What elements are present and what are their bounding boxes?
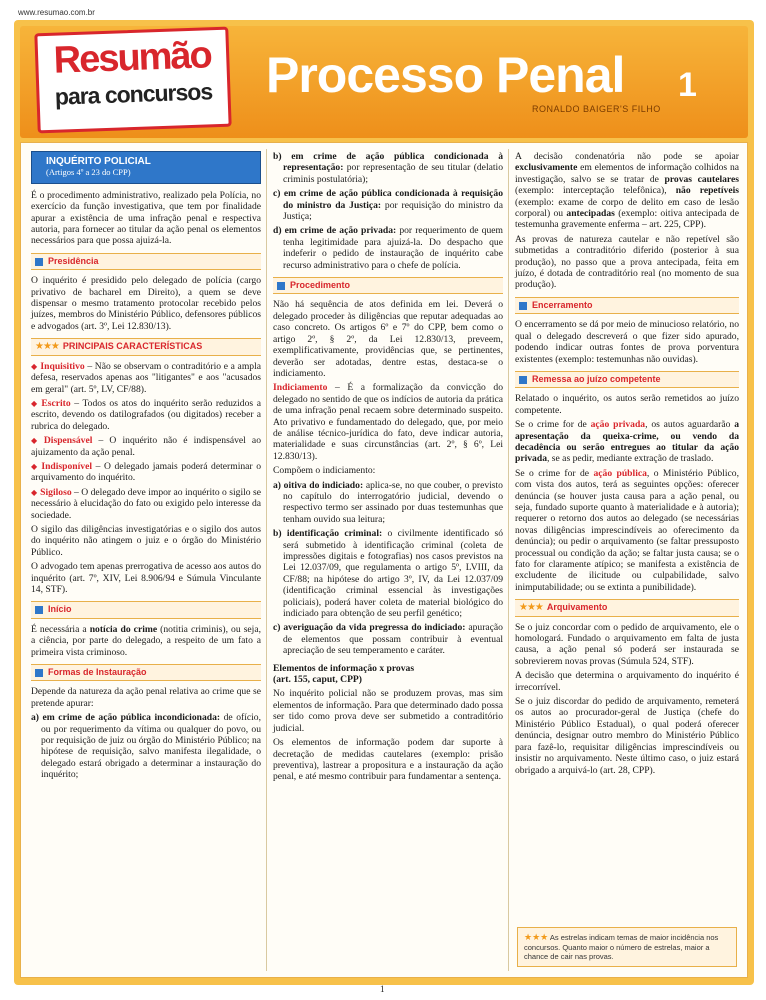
- square-icon: [35, 258, 43, 266]
- content-area: [20, 142, 748, 978]
- list-item: a) oitiva do indiciado: aplica-se, no que couber, o previsto no capítulo do interrogatório judicial, devendo o respectivo termo ser assinado por duas testemunhas que tenham ouvido sua leitura;: [273, 479, 503, 525]
- column-1: [31, 151, 261, 784]
- section-subtitle: (Artigos 4º a 23 do CPP): [46, 167, 131, 178]
- column-divider: [266, 149, 267, 971]
- subsection-title: Elementos de informação x provas: [273, 662, 415, 674]
- paragraph: É necessária a notícia do crime (notitia criminis), ou seja, a ciência, por parte do delegado, a respeito de um fato a primeira vista criminoso.: [31, 623, 262, 658]
- square-icon: [519, 376, 527, 384]
- list-item: ◆ Dispensável – O inquérito não é indispensável ao ajuizamento da ação penal.: [31, 435, 261, 458]
- legend-text: As estrelas indicam temas de maior incidência nos concursos. Quanto maior o número de estrelas, maior a chance de cair nas provas.: [524, 933, 719, 961]
- list-item: c) em crime de ação pública condicionada à requisição do ministro da Justiça: por requisição do ministro da Justiça;: [273, 188, 503, 223]
- diamond-icon: ◆: [31, 487, 38, 497]
- stars-icon: ★★★: [519, 602, 543, 614]
- paragraph: A decisão condenatória não pode se apoiar exclusivamente em elementos de informação colhidos na investigação, salvo se se tratar de provas cautelares (exemplo: interceptação telefônica), não repetíveis (exemplo: exame de corpo de delito em caso de lesão corporal) ou antecipadas (exemplo: oitiva antecipada de testemunha gravemente enferma – art. 225, CPP).: [515, 151, 740, 231]
- diamond-icon: ◆: [31, 361, 38, 371]
- section-title: Presidência: [48, 255, 99, 266]
- list-item: c) averiguação da vida pregressa do indiciado: apuração de elementos que possam contribuir à eventual apreciação de seu temperamento e caráter.: [273, 622, 503, 657]
- logo-bottom-text: para concursos: [54, 78, 213, 110]
- list-item: ◆ Sigiloso – O delegado deve impor ao inquérito o sigilo se necessário à elucidação do fato ou exigido pelo interesse da sociedade.: [31, 486, 261, 521]
- list-item: a) em crime de ação pública incondicionada: de ofício, ou por requerimento da vítima ou qualquer do povo, ou por requisição de juiz ou órgão do Ministério Público; na hipótese de requisição, salvo manifesta ilegalidade, o delegado estará obrigado a determinar a instauração do inquérito;: [31, 712, 261, 781]
- paragraph: O advogado tem apenas prerrogativa de acesso aos autos do inquérito (art. 7º, XIV, Lei 8.906/94 e Súmula Vinculante 14, STF).: [31, 561, 261, 595]
- section-header-encerramento: [515, 297, 739, 314]
- section-title: Remessa ao juízo competente: [532, 373, 661, 384]
- paragraph: Se o crime for de ação pública, o Ministério Público, com vista dos autos, terá as seguintes opções: oferecer denúncia (se houver justa causa para a ação penal, ou seja, fundado suporte quanto à materialidade e à autoria); requerer o retorno dos autos ao delegado (se necessárias novas diligências imprescindíveis ao oferecimento da denúncia); ou pedir o arquivamento (se faltar pressuposto processual ou condição da ação; se faltar justa causa; se o fato for claramente atípico; se manifesta a existência de excludente de ilicitude ou culpabilidade, salvo inimputabilidade; ou se extinta a punibilidade).: [515, 467, 739, 593]
- section-header-formas: [31, 664, 261, 681]
- section-header-remessa: [515, 371, 739, 388]
- square-icon: [35, 669, 43, 677]
- section-header-caracteristicas: [31, 338, 261, 355]
- paragraph: Compõem o indiciamento:: [273, 465, 376, 477]
- stars-legend: [517, 927, 737, 967]
- diamond-icon: ◆: [31, 461, 39, 471]
- paragraph: Se o crime for de ação privada, os autos aguardarão a apresentação da queixa-crime, ou vendo da decadência ou serão entregues ao titular da ação privada, se as pedir, mediante extração de traslado.: [515, 419, 739, 465]
- column-3: [515, 151, 739, 779]
- paragraph: É o procedimento administrativo, realizado pela Polícia, no exercício da função investigativa, que tem por finalidade apurar a existência de uma infração penal e respectiva autoria, para fornecer ao titular da ação penal os elementos necessários para que possa ajuizá-la.: [31, 189, 261, 247]
- square-icon: [277, 282, 285, 290]
- section-header-arquivamento: [515, 599, 739, 616]
- section-header-inicio: [31, 601, 261, 618]
- list-item: ◆ Escrito – Todos os atos do inquérito serão reduzidos a escrito, devendo os datilografados (ou digitados) receber a rubrica do delegado.: [31, 397, 261, 432]
- paragraph: O encerramento se dá por meio de minucioso relatório, no qual o delegado descreverá o que fizer sido apurado, podendo indicar outras fontes de prova porventura existentes (exemplo: testemunhas não ouvidas).: [515, 319, 739, 365]
- section-title: Formas de Instauração: [48, 667, 147, 678]
- stars-icon: ★★★: [524, 932, 549, 942]
- section-title: INQUÉRITO POLICIAL: [46, 156, 151, 167]
- paragraph: A decisão que determina o arquivamento do inquérito é irrecorrível.: [515, 670, 739, 693]
- page-title: Processo Penal: [266, 47, 625, 103]
- paragraph: Os elementos de informação podem dar suporte à decretação de medidas cautelares (exemplo: prisão preventiva), lastrear a propositura e a instauração da ação penal, e até mesmo contribuir para fundamentar a sentença.: [273, 737, 503, 783]
- square-icon: [35, 606, 43, 614]
- section-header-procedimento: [273, 277, 503, 294]
- list-item: ◆ Indisponível – O delegado jamais poderá determinar o arquivamento do inquérito.: [31, 460, 261, 484]
- list-item: ◆ Inquisitivo – Não se observam o contraditório e a ampla defesa, reservados apenas aos "litigantes" e aos "acusados em geral" (art. 5º, LV, CF/88).: [31, 360, 261, 395]
- list-item: d) em crime de ação privada: por requerimento de quem tenha legitimidade para ajuizá-la. Do despacho que indeferir o pedido de instauração de inquérito cabe recurso administrativo para o chefe de polícia.: [273, 225, 503, 271]
- paragraph: O inquérito é presidido pelo delegado de polícia (cargo privativo de bacharel em Direito), a quem se deve dispensar o mesmo tratamento protocolar recebido pelos juízes, membros do Ministério Público, defensores públicos e advogados (art. 3º, Lei 12.830/13).: [31, 275, 261, 332]
- section-title: Encerramento: [532, 299, 593, 310]
- subsection-subtitle: (art. 155, caput, CPP): [273, 674, 362, 686]
- section-title: Início: [48, 604, 72, 615]
- paragraph: Se o juiz discordar do pedido de arquivamento, remeterá os autos ao procurador-geral de Justiça (chefe do Ministério Público Estadual), o qual poderá oferecer denúncia, designar outro membro do Ministério Público para fazê-lo, requisitar diligências imprescindíveis ou insistir no arquivamento. Neste último caso, o juiz estará obrigado a arquivá-lo (art. 28, CPP).: [515, 696, 739, 776]
- paragraph: Depende da natureza da ação penal relativa ao crime que se pretende apurar:: [31, 686, 261, 709]
- section-title: Procedimento: [290, 280, 351, 291]
- section-title: PRINCIPAIS CARACTERÍSTICAS: [62, 341, 203, 352]
- paragraph: Se o juiz concordar com o pedido de arquivamento, ele o homologará. Fundado o arquivamento em falta de justa causa, a ação penal só poderá ser instaurada se sobrevierem novas provas (Súmula 524, STF).: [515, 621, 739, 667]
- author: RONALDO BAIGER'S FILHO: [532, 104, 661, 114]
- paragraph: Relatado o inquérito, os autos serão remetidos ao juízo competente.: [515, 393, 739, 416]
- logo: [34, 27, 231, 134]
- column-2: [273, 151, 503, 786]
- paragraph: Indiciamento – É a formalização da convicção do delegado no sentido de que os indícios de autoria da prática de uma infração penal recaem sobre determinado suspeito. Ato privativo e fundamentado do delegado, que, por meio de análise técnico-jurídica do fato, deve indicar autoria, materialidade e suas circunstâncias (art. 2º, § 6º, Lei 12.830/13).: [273, 382, 503, 462]
- diamond-icon: ◆: [31, 398, 39, 408]
- paragraph: O sigilo das diligências investigatórias e o sigilo dos autos do inquérito não atingem o juiz e o órgão do Ministério Público.: [31, 523, 261, 558]
- column-divider: [508, 149, 509, 971]
- paragraph: No inquérito policial não se produzem provas, mas sim elementos de informação. Para que determinado dado possa ser tido como prova deve ser submetido a contraditório judicial.: [273, 688, 503, 734]
- title-number: 1: [678, 66, 697, 104]
- site-url[interactable]: www.resumao.com.br: [18, 8, 95, 17]
- diamond-icon: ◆: [31, 436, 41, 446]
- section-header-inquerito: [31, 151, 261, 184]
- paragraph: As provas de natureza cautelar e não repetível são submetidas a contraditório diferido (posterior à sua produção), no passo que a prova antecipada, feita em juízo, é dotada de contraditório real (no momento de sua produção).: [515, 233, 739, 291]
- paragraph: Não há sequência de atos definida em lei. Deverá o delegado proceder às diligências que reputar adequadas ao caso concreto. Os artigos 6º e 7º do CPP, bem como o artigo 2º, § 2º, da Lei 12.830/13, preveem, exemplificativamente, providências que, se pertinentes, deverão ser adotadas, dentre estas, destaca-se o indiciamento.: [273, 299, 503, 379]
- logo-top-text: Resumão: [53, 34, 212, 82]
- section-title: Arquivamento: [546, 602, 608, 613]
- stars-icon: ★★★: [35, 341, 59, 353]
- section-header-presidencia: [31, 253, 261, 270]
- square-icon: [519, 302, 527, 310]
- page-number: 1: [380, 984, 385, 994]
- list-item: b) identificação criminal: o civilmente identificado só será submetido à identificação criminal (coleta de impressões digitais e fotografias) nos casos previstos na Lei 12.037/09, que regulamenta o artigo 5º, LVIII, da CF/88; na hipótese do artigo 3º, IV, da Lei 12.037/09 (identificação criminal essencial às investigações policiais), poderá haver coleta de material biológico do indiciado para obtenção de seu perfil genético;: [273, 528, 504, 620]
- list-item: b) em crime de ação pública condicionada à representação: por representação de seu titular (delatio criminis postulatória);: [273, 151, 503, 185]
